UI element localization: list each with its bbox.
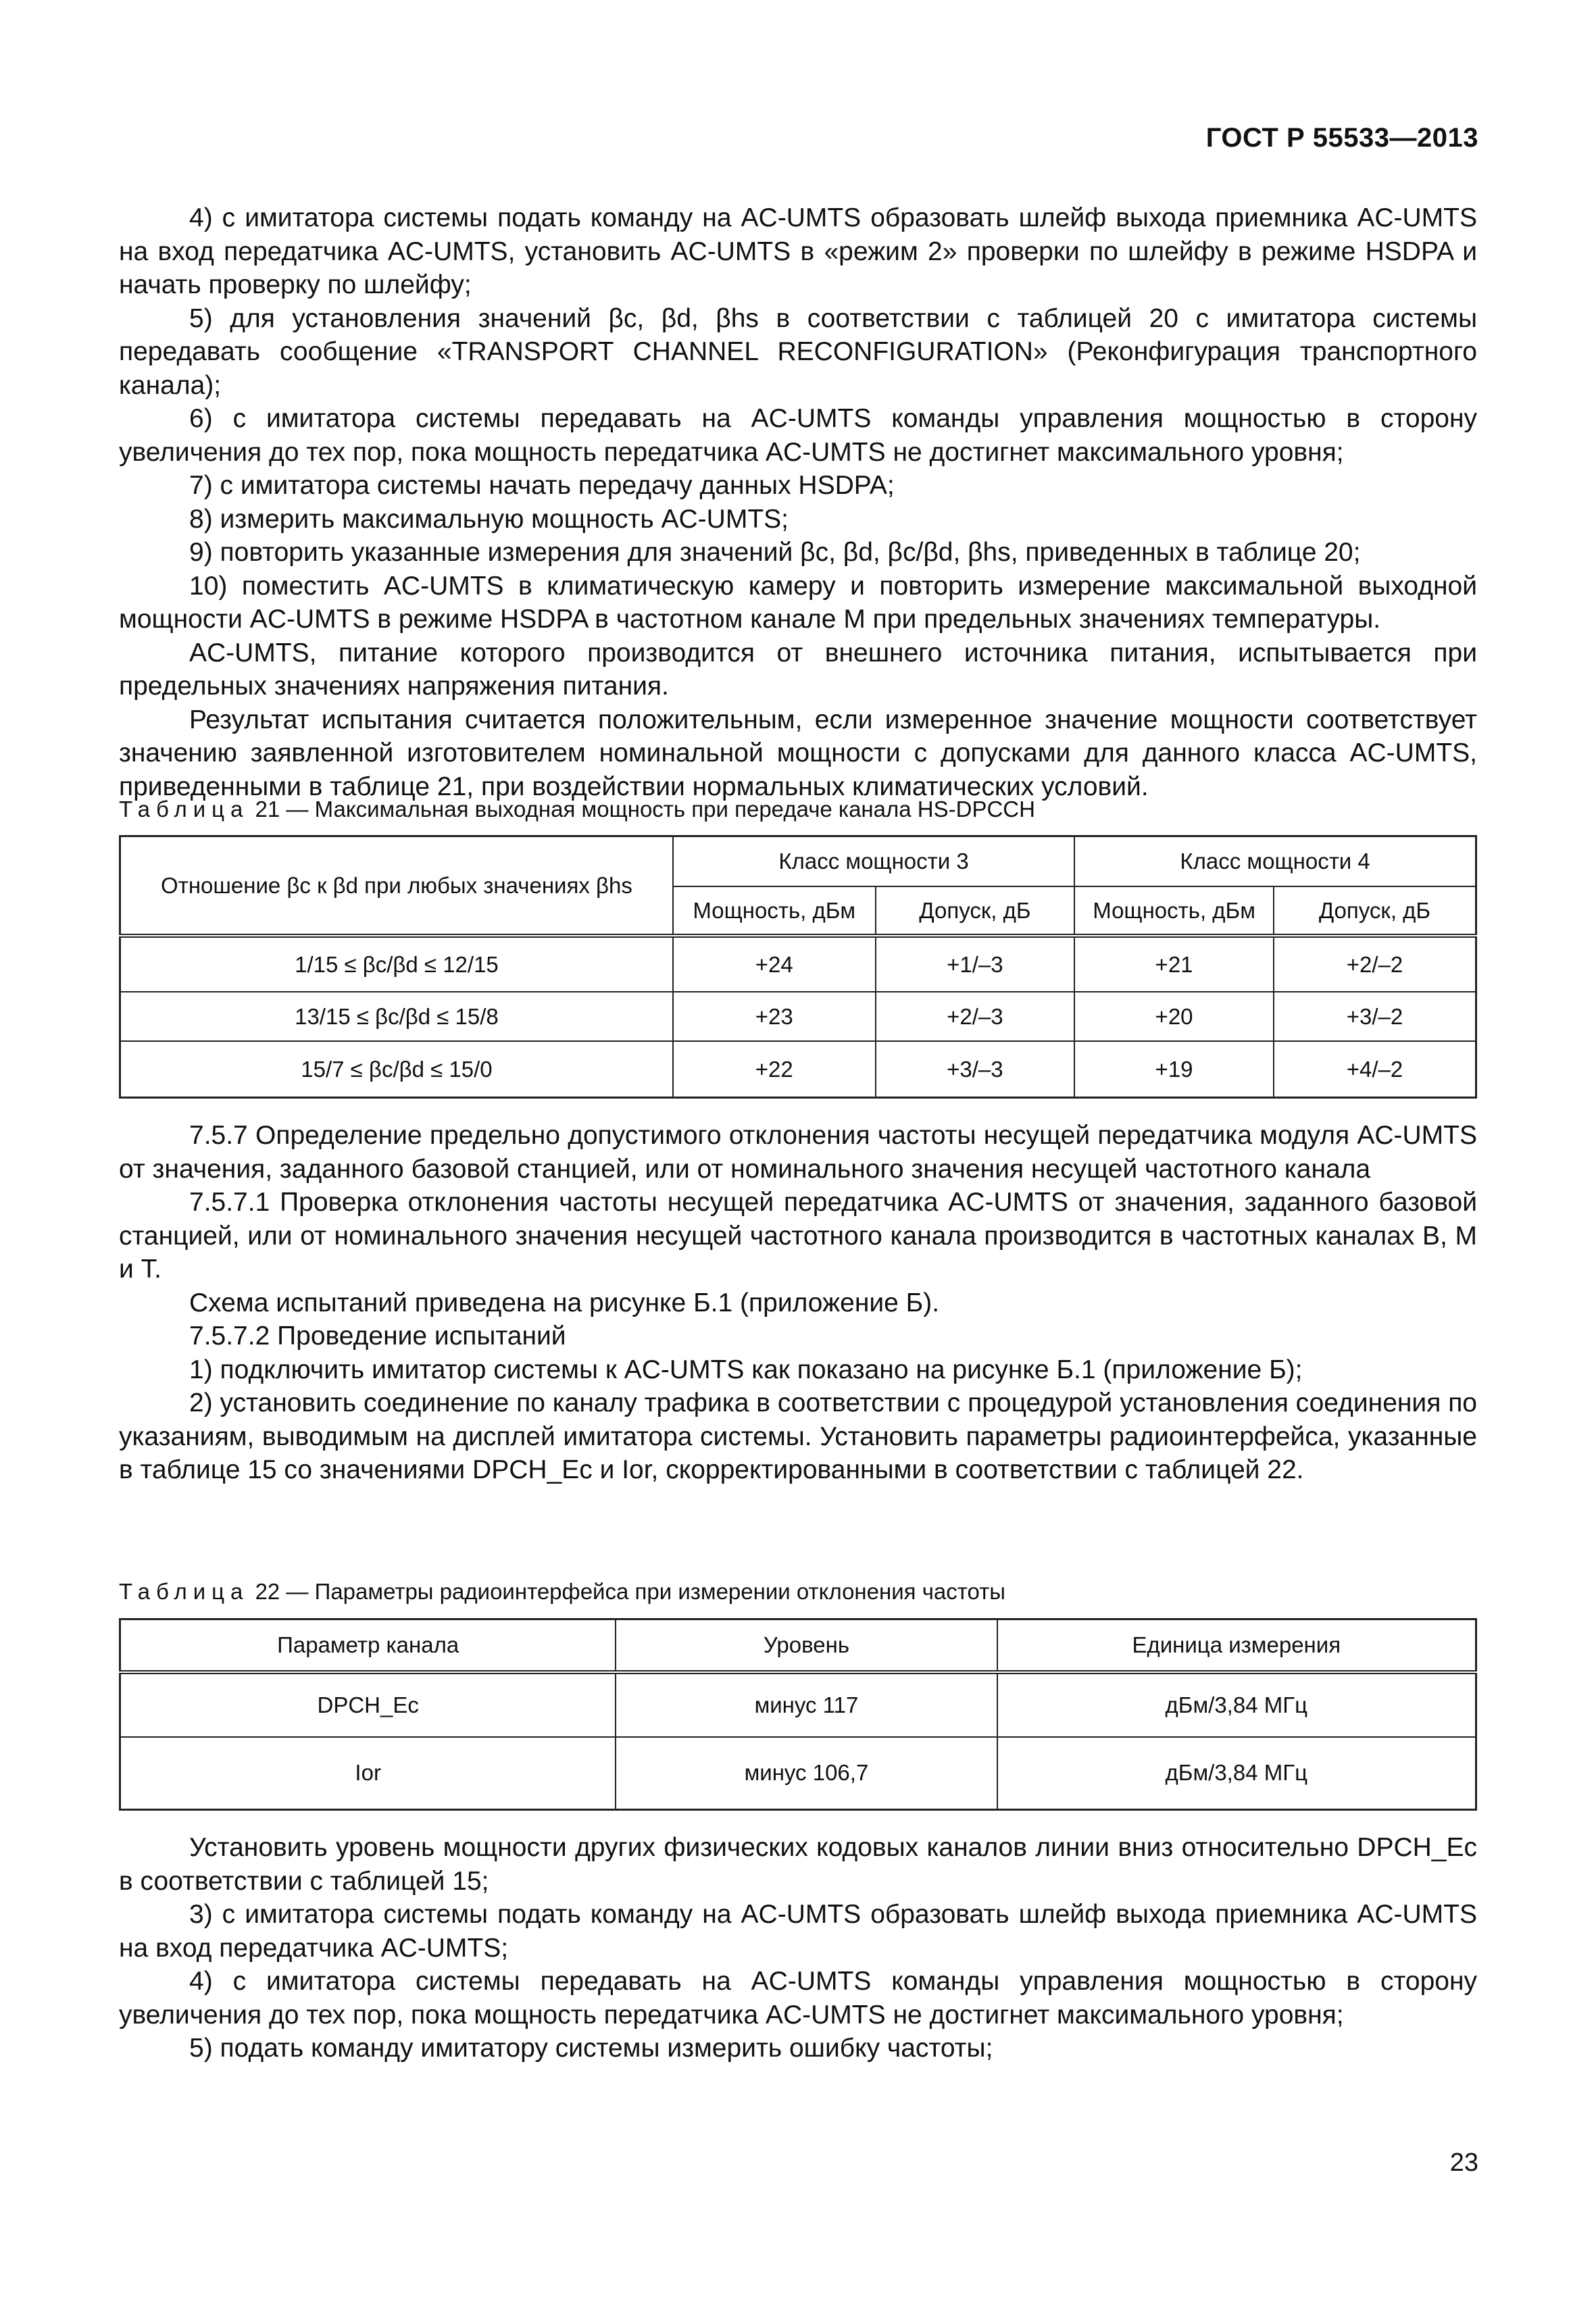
table-row <box>120 1672 1476 1737</box>
caption-word: Таблица <box>119 797 249 822</box>
header-power: Мощность, дБм <box>673 886 876 936</box>
text-block-1 <box>119 201 1477 803</box>
caption-text: 22 — Параметры радиоинтерфейса при измерении отклонения частоты <box>255 1579 1005 1604</box>
paragraph: Установить уровень мощности других физических кодовых каналов линии вниз относительно DPCH_Ec в соответствии с таблицей 15; <box>119 1833 1477 1896</box>
page-number: 23 <box>1449 2148 1478 2177</box>
table-22-caption <box>119 1578 1005 1605</box>
table-cell: +2/–3 <box>876 992 1075 1041</box>
header-parameter: Параметр канала <box>120 1619 616 1672</box>
header-power: Мощность, дБм <box>1074 886 1274 936</box>
header-ratio: Отношение βc к βd при любых значениях βhs <box>120 836 673 936</box>
paragraph: 4) с имитатора системы подать команду на AC-UMTS образовать шлейф выхода приемника AC-UMTS на вход передатчика AC-UMTS, установить AC-UMTS в «режим 2» проверки по шлейфу в режиме HSDPA и начать проверку по шлейфу; <box>119 203 1477 299</box>
header-level: Уровень <box>616 1619 997 1672</box>
header-tolerance: Допуск, дБ <box>1274 886 1476 936</box>
paragraph: 10) поместить AC-UMTS в климатическую камеру и повторить измерение максимальной выходной мощности AC-UMTS в режиме HSDPA в частотном канале М при предельных значениях температуры. <box>119 571 1477 634</box>
paragraph: 7.5.7.1 Проверка отклонения частоты несущей передатчика AC-UMTS от значения, заданного базовой станцией, или от номинального значения несущей частотного канала производится в частотных каналах В, М и Т. <box>119 1188 1477 1284</box>
paragraph: 6) с имитатора системы передавать на AC-UMTS команды управления мощностью в сторону увеличения до тех пор, пока мощность передатчика AC-UMTS не достигнет максимального уровня; <box>119 404 1477 467</box>
paragraph: 3) с имитатора системы подать команду на AC-UMTS образовать шлейф выхода приемника AC-UMTS на вход передатчика AC-UMTS; <box>119 1900 1477 1963</box>
table-cell: +3/–3 <box>876 1041 1075 1097</box>
text-block-3 <box>119 1831 1477 2065</box>
text-block-2 <box>119 1119 1477 1487</box>
header-unit: Единица измерения <box>997 1619 1476 1672</box>
table-row <box>120 1737 1476 1810</box>
paragraph: 4) с имитатора системы передавать на AC-UMTS команды управления мощностью в сторону увеличения до тех пор, пока мощность передатчика AC-UMTS не достигнет максимального уровня; <box>119 1967 1477 2030</box>
table-row <box>120 1041 1476 1097</box>
paragraph: 1) подключить имитатор системы к AC-UMTS как показано на рисунке Б.1 (приложение Б); <box>189 1355 1303 1384</box>
table-22 <box>119 1618 1477 1811</box>
header-class-3: Класс мощности 3 <box>673 836 1074 887</box>
table-cell: +23 <box>673 992 876 1041</box>
table-cell: 13/15 ≤ βc/βd ≤ 15/8 <box>120 992 673 1041</box>
table-cell: +1/–3 <box>876 936 1075 992</box>
paragraph: Схема испытаний приведена на рисунке Б.1 (приложение Б). <box>189 1288 940 1317</box>
table-21 <box>119 835 1477 1099</box>
table-cell: минус 106,7 <box>616 1737 997 1810</box>
table-row <box>120 992 1476 1041</box>
paragraph: 7.5.7 Определение предельно допустимого отклонения частоты несущей передатчика модуля AC-UMTS от значения, заданного базовой станцией, или от номинального значения несущей частотного канала <box>119 1121 1477 1184</box>
paragraph: 2) установить соединение по каналу трафика в соответствии с процедурой установления соединения по указаниям, выводимым на дисплей имитатора системы. Установить параметры радиоинтерфейса, указанные в таблице 15 со значениями DPCH_Ec и Ior, скорректированными в соответствии с таблицей 22. <box>119 1388 1477 1484</box>
table-cell: +4/–2 <box>1274 1041 1476 1097</box>
paragraph: Результат испытания считается положительным, если измеренное значение мощности соответствует значению заявленной изготовителем номинальной мощности с допусками для данного класса AC-UMTS, приведенными в таблице 21, при воздействии нормальных климатических условий. <box>119 705 1477 801</box>
table-cell: +3/–2 <box>1274 992 1476 1041</box>
table-cell: минус 117 <box>616 1672 997 1737</box>
paragraph: 9) повторить указанные измерения для значений βc, βd, βc/βd, βhs, приведенных в таблице 20; <box>189 538 1361 567</box>
table-cell: 15/7 ≤ βc/βd ≤ 15/0 <box>120 1041 673 1097</box>
table-cell: +24 <box>673 936 876 992</box>
table-cell: +2/–2 <box>1274 936 1476 992</box>
table-cell: +22 <box>673 1041 876 1097</box>
table-cell: дБм/3,84 МГц <box>997 1672 1476 1737</box>
table-cell: +20 <box>1074 992 1274 1041</box>
header-class-4: Класс мощности 4 <box>1074 836 1476 887</box>
paragraph: 7.5.7.2 Проведение испытаний <box>189 1322 566 1351</box>
table-row <box>120 936 1476 992</box>
table-cell: 1/15 ≤ βc/βd ≤ 12/15 <box>120 936 673 992</box>
header-tolerance: Допуск, дБ <box>876 886 1075 936</box>
table-cell: +21 <box>1074 936 1274 992</box>
table-cell: DPCH_Ec <box>120 1672 616 1737</box>
paragraph: 5) подать команду имитатору системы измерить ошибку частоты; <box>189 2034 993 2063</box>
table-21-caption <box>119 796 1035 823</box>
table-cell: +19 <box>1074 1041 1274 1097</box>
table-cell: дБм/3,84 МГц <box>997 1737 1476 1810</box>
table-cell: Ior <box>120 1737 616 1810</box>
paragraph: 8) измерить максимальную мощность AC-UMTS; <box>189 504 789 534</box>
caption-word: Таблица <box>119 1579 249 1604</box>
paragraph: 5) для установления значений βc, βd, βhs в соответствии с таблицей 20 с имитатора системы передавать сообщение «TRANSPORT CHANNEL RECONFIGURATION» (Реконфигурация транспортного канала); <box>119 303 1477 400</box>
caption-text: 21 — Максимальная выходная мощность при передаче канала HS-DPCCH <box>255 797 1035 822</box>
paragraph: 7) с имитатора системы начать передачу данных HSDPA; <box>189 471 895 500</box>
paragraph: AC-UMTS, питание которого производится от внешнего источника питания, испытывается при предельных значениях напряжения питания. <box>119 638 1477 701</box>
standard-header: ГОСТ Р 55533—2013 <box>1205 123 1478 153</box>
